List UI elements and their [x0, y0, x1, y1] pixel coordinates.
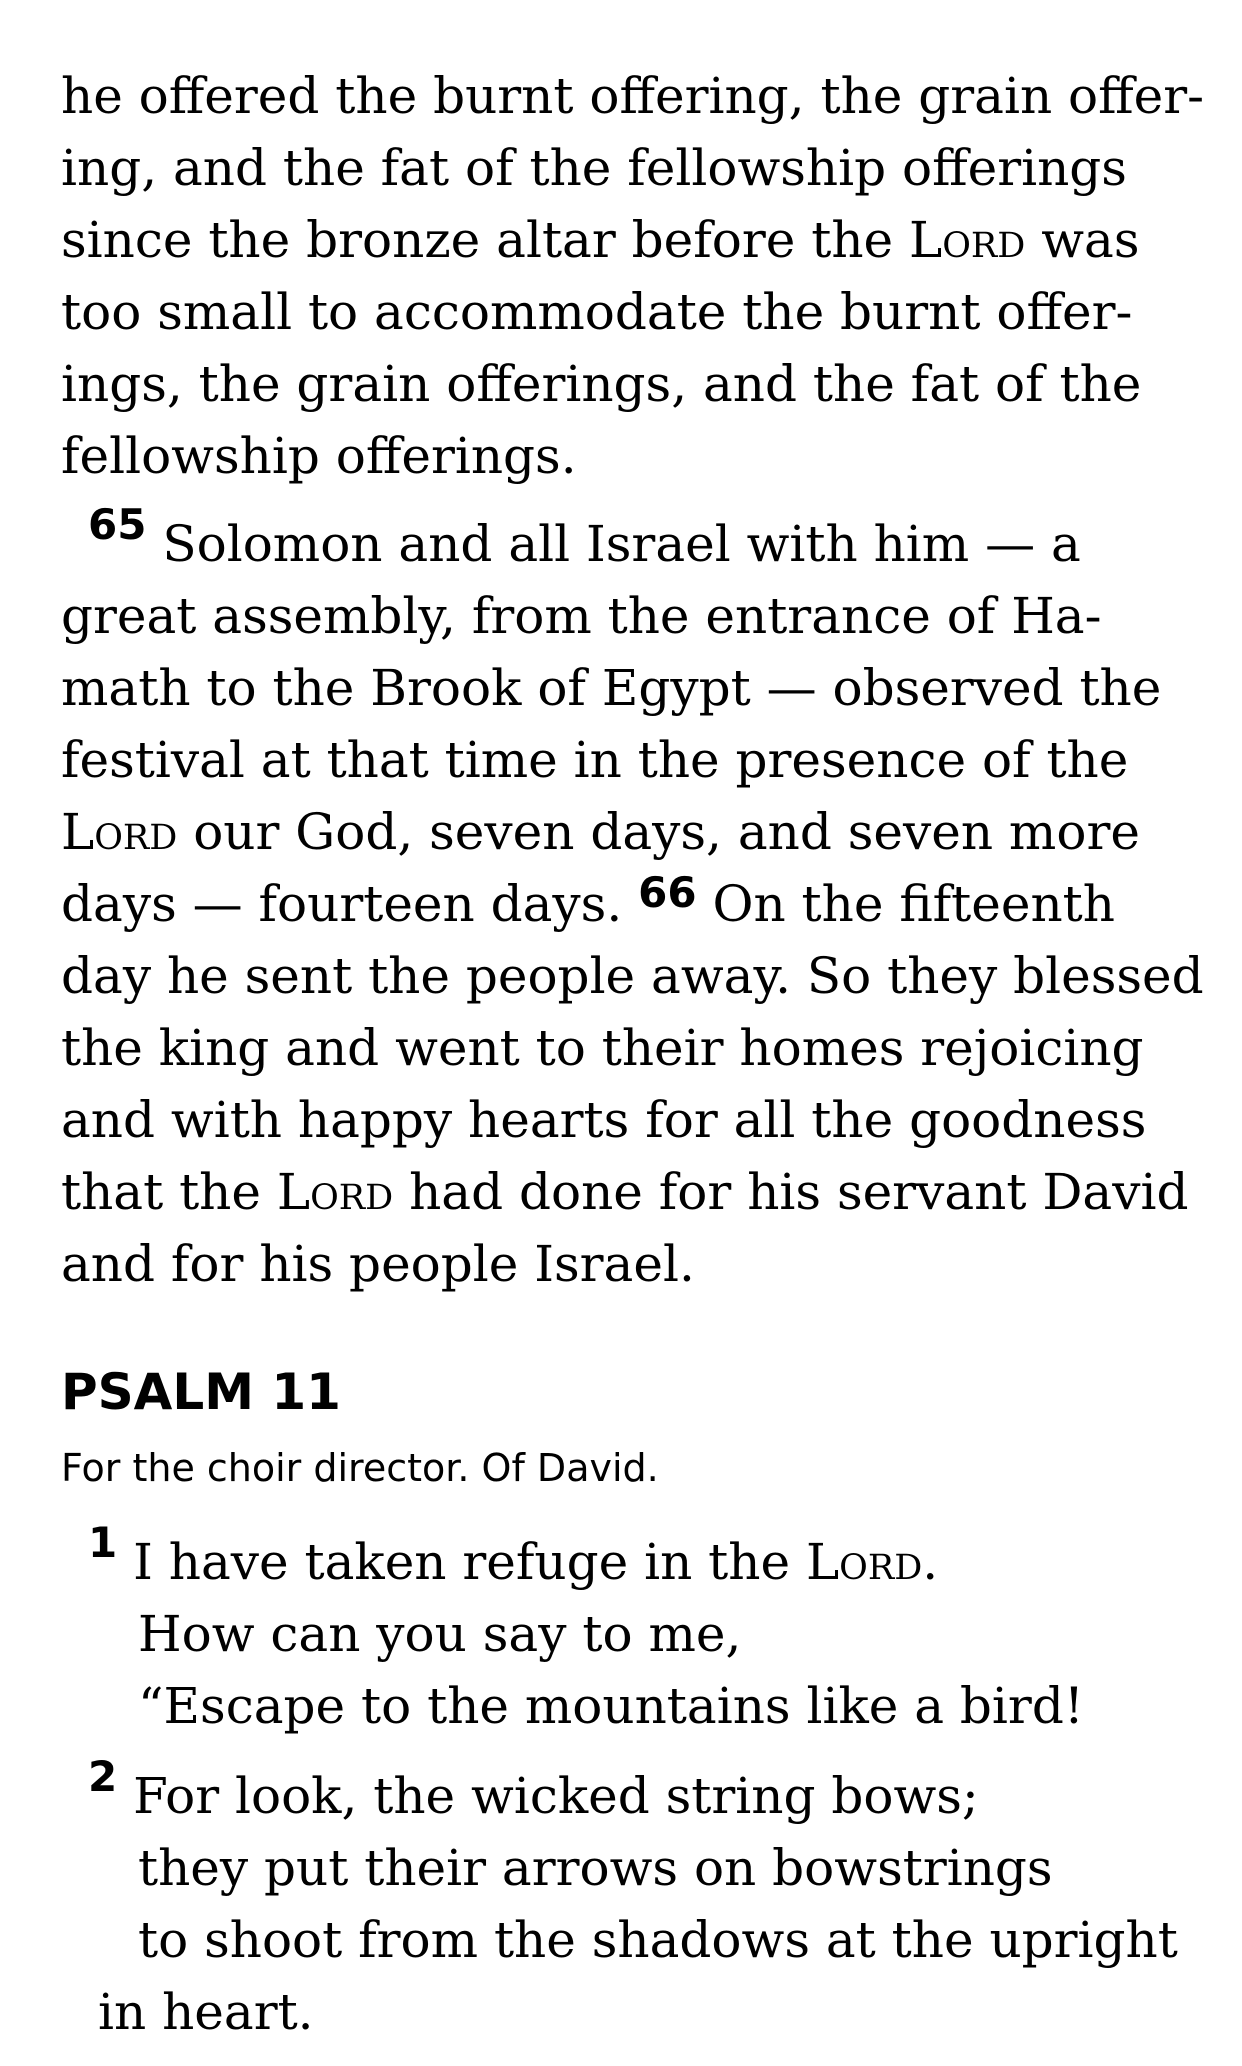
line-text: festival at that time in the presence of the: [61, 731, 1129, 789]
lord-small-caps: Lord: [276, 1163, 394, 1221]
text-line: [61, 60, 1204, 132]
line-text: “Escape to the mountains like a bird!: [138, 1677, 1084, 1735]
verse-number: 1: [88, 1518, 118, 1567]
line-text: and with happy hearts for all the goodness: [61, 1091, 1147, 1149]
text-line: [61, 1156, 1188, 1228]
line-text: math to the Brook of Egypt — observed the: [61, 659, 1162, 717]
verse-number: 2: [88, 1752, 118, 1801]
line-text: Solomon and all Israel with him — a: [146, 515, 1081, 573]
line-text: had done for his servant David: [393, 1163, 1189, 1221]
text-line: [61, 1084, 1146, 1156]
line-text: days — fourteen days.: [61, 875, 639, 933]
line-text: they put their arrows on bowstrings: [138, 1839, 1053, 1897]
text-line: [61, 724, 1128, 796]
text-line: [61, 1012, 1144, 1084]
line-text: that the: [61, 1163, 277, 1221]
lord-small-caps: Lord: [61, 803, 178, 861]
text-line: [61, 580, 1102, 652]
line-text: our God, seven days, and seven more: [177, 803, 1140, 861]
line-text: since the bronze altar before the: [61, 211, 910, 269]
line-text: .: [922, 1533, 939, 1591]
psalm-superscription: For the choir director. Of David.: [61, 1446, 659, 1490]
line-text: day he sent the people away. So they blessed: [61, 947, 1204, 1005]
line-text: to shoot from the shadows at the upright: [138, 1911, 1178, 1969]
lord-small-caps: Lord: [805, 1533, 923, 1591]
poetry-line: [138, 1598, 741, 1670]
line-text: How can you say to me,: [138, 1605, 742, 1663]
text-line: [61, 940, 1204, 1012]
poetry-line: [138, 1832, 1053, 1904]
text-line: [61, 132, 1127, 204]
text-line: [61, 204, 1140, 276]
line-text: great assembly, from the entrance of Ha-: [61, 587, 1102, 645]
line-text: ing, and the fat of the fellowship offerings: [61, 139, 1127, 197]
line-text: he offered the burnt offering, the grain offer-: [61, 67, 1205, 125]
verse-number: 66: [638, 868, 697, 917]
poetry-line: [138, 1904, 1178, 1976]
psalm-verse-1-line: [88, 1518, 939, 1601]
text-line: [61, 348, 1141, 420]
line-text: fellowship offerings.: [61, 427, 577, 485]
text-line: [61, 1228, 695, 1300]
line-text: was: [1025, 211, 1140, 269]
line-text: On the fifteenth: [696, 875, 1115, 933]
text-line: [61, 868, 1115, 943]
lord-small-caps: Lord: [909, 211, 1026, 269]
psalm-verse-2-line: [88, 1752, 979, 1835]
line-text: in heart.: [98, 1983, 314, 2041]
line-text: For look, the wicked string bows;: [117, 1767, 979, 1825]
line-text: and for his people Israel.: [61, 1235, 695, 1293]
line-text: too small to accommodate the burnt offer-: [61, 283, 1133, 341]
text-line: [61, 796, 1140, 868]
verse-65-line: [88, 500, 1081, 583]
line-text: the king and went to their homes rejoicing: [61, 1019, 1144, 1077]
line-text: I have taken refuge in the: [117, 1533, 806, 1591]
text-line: [61, 276, 1132, 348]
poetry-line: [98, 1976, 314, 2048]
text-line: [61, 652, 1161, 724]
poetry-line: [138, 1670, 1084, 1742]
text-line: [61, 420, 577, 492]
psalm-heading: PSALM 11: [61, 1363, 341, 1421]
line-text: ings, the grain offerings, and the fat of the: [61, 355, 1142, 413]
verse-number: 65: [88, 500, 147, 549]
